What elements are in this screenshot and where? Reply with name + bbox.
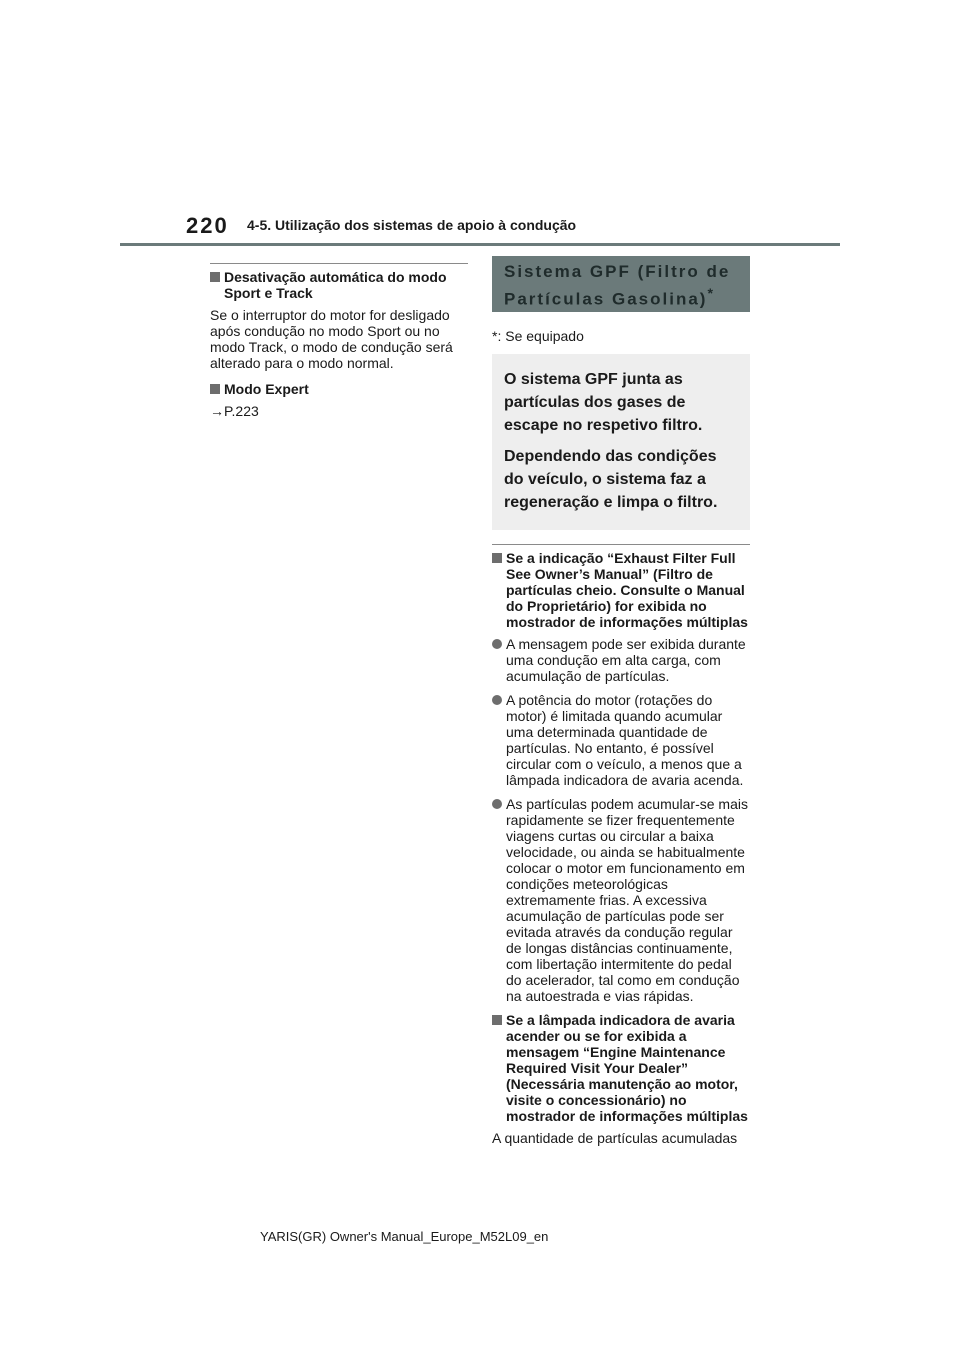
summary-text: O sistema GPF junta as partículas dos gases de escape no respetivo filtro. xyxy=(504,371,703,434)
circle-bullet-icon xyxy=(492,639,502,649)
section-title-text: Sistema GPF (Filtro de Partículas Gasolina) xyxy=(504,262,731,309)
circle-bullet-icon xyxy=(492,799,502,809)
footer-text: YARIS(GR) Owner's Manual_Europe_M52L09_en xyxy=(260,1229,549,1244)
summary-box xyxy=(492,354,750,530)
list-item-text: A potência do motor (rotações do motor) é limitada quando acumular uma determinada quantidade de partículas. No entanto, é possível circular com o veículo, a menos que a lâmpada indicadora de avaria acenda. xyxy=(506,692,744,788)
square-bullet-icon xyxy=(492,553,502,563)
subsection-rule xyxy=(210,263,468,264)
list-item xyxy=(492,692,750,788)
body-paragraph: A quantidade de partículas acumuladas xyxy=(492,1130,738,1146)
heading-text: Desativação automática do modo Sport e Track xyxy=(224,269,447,301)
subsection-heading xyxy=(210,381,468,397)
subsection-heading xyxy=(210,269,468,301)
page-number: 220 xyxy=(186,213,229,238)
left-column xyxy=(210,263,468,419)
asterisk-mark: * xyxy=(707,286,715,302)
section-title-box xyxy=(492,256,750,312)
section-title: 4-5. Utilização dos sistemas de apoio à condução xyxy=(247,217,577,233)
list-item xyxy=(492,636,750,684)
list-item xyxy=(492,796,750,1004)
heading-text: Se a indicação “Exhaust Filter Full See Owner’s Manual” (Filtro de partículas cheio. Consulte o Manual do Proprietário) for exibida no mostrador de informações múltiplas xyxy=(506,550,748,630)
subsection-heading xyxy=(492,550,750,630)
page-reference-link[interactable]: →P.223 xyxy=(210,403,259,419)
subsection-heading xyxy=(492,1012,750,1124)
summary-text: Dependendo das condições do veículo, o sistema faz a regeneração e limpa o filtro. xyxy=(504,448,718,511)
square-bullet-icon xyxy=(210,272,220,282)
footnote: *: Se equipado xyxy=(492,328,584,344)
right-column xyxy=(492,256,750,1156)
square-bullet-icon xyxy=(210,384,220,394)
list-item-text: As partículas podem acumular-se mais rapidamente se fizer frequentemente viagens curtas ou circular a baixa velocidade, ou ainda se habitualmente colocar o motor em funcionamento em condições meteorológicas extremamente frias. A excessiva acumulação de partículas pode ser evitada através da condução regular de longas distâncias continuamente, com libertação intermitente do pedal do acelerador, tal como em condução na autoestrada e vias rápidas. xyxy=(506,796,748,1004)
circle-bullet-icon xyxy=(492,695,502,705)
body-paragraph: Se o interruptor do motor for desligado após condução no modo Sport ou no modo Track, o modo de condução será alterado para o modo normal. xyxy=(210,307,453,371)
square-bullet-icon xyxy=(492,1015,502,1025)
header-rule xyxy=(120,243,840,246)
heading-text: Se a lâmpada indicadora de avaria acender ou se for exibida a mensagem “Engine Maintenance Required Visit Your Dealer” (Necessária manutenção ao motor, visite o concessionário) no mostrador de informações múltiplas xyxy=(506,1012,748,1124)
list-item-text: A mensagem pode ser exibida durante uma condução em alta carga, com acumulação de partículas. xyxy=(506,636,746,684)
heading-text: Modo Expert xyxy=(224,381,309,397)
subsection-rule xyxy=(492,544,750,545)
